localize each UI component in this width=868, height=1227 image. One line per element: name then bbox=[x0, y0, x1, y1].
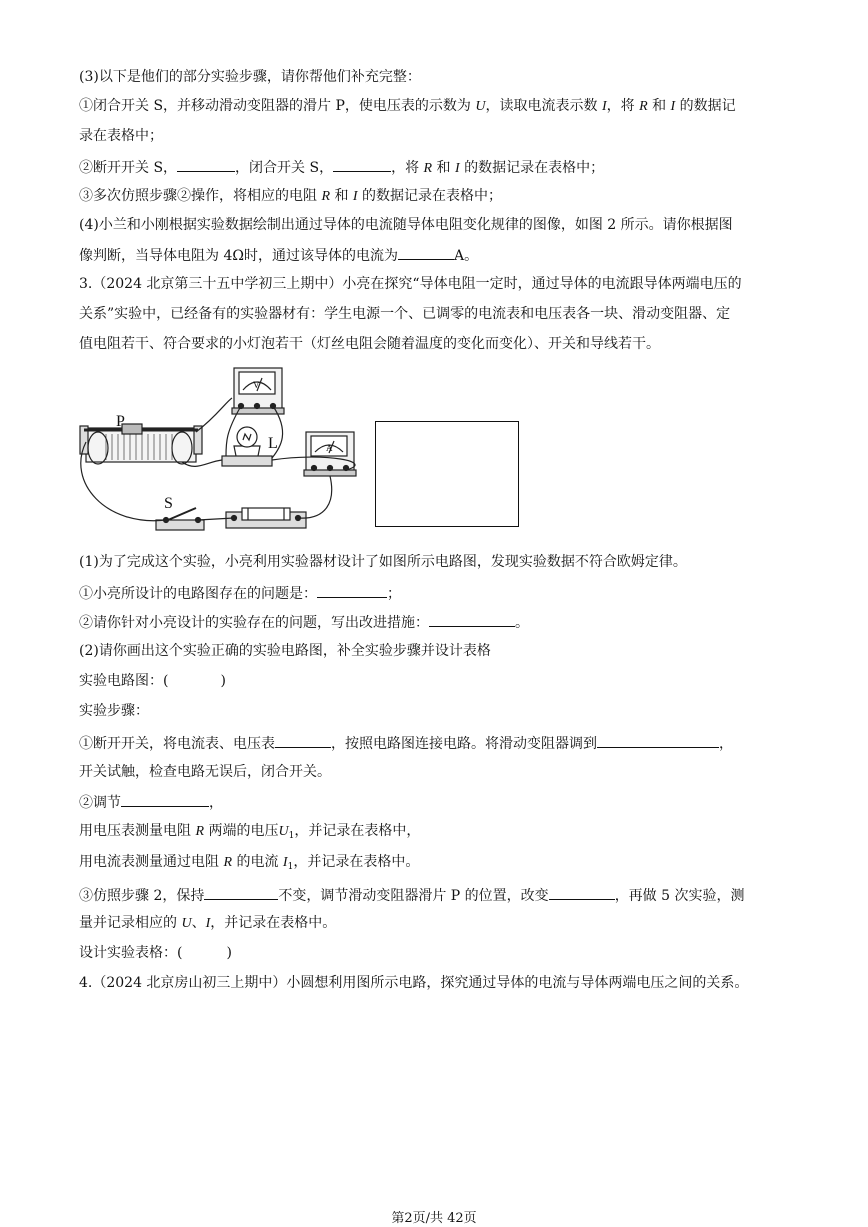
step-2-text: ②断开开关 S， ，闭合开关 S， ，将 R 和 I 的数据记录在表格中； bbox=[79, 156, 818, 176]
circuit-drawing-box[interactable] bbox=[375, 421, 519, 527]
circuit-diagram-prompt: 实验电路图：( ) bbox=[79, 673, 226, 689]
label-ammeter: A bbox=[326, 443, 333, 453]
answer-blank[interactable] bbox=[333, 156, 391, 172]
question-3-stem-cont: 关系”实验中，已经备有的实验器材有：学生电源一个、已调零的电流表和电压表各一块、滑动变阻器、定 bbox=[79, 306, 731, 322]
answer-blank[interactable] bbox=[204, 884, 278, 900]
answer-blank[interactable] bbox=[398, 244, 454, 260]
steps-heading: 实验步骤： bbox=[79, 703, 149, 719]
step-1-text-cont: 录在表格中； bbox=[79, 128, 163, 144]
answer-blank[interactable] bbox=[121, 791, 209, 807]
question-4-stem: 4.（2024 北京房山初三上期中）小圆想利用图所示电路，探究通过导体的电流与导体两端电压之间的关系。 bbox=[79, 975, 749, 991]
step-c-text-cont: 量并记录相应的 U、I，并记录在表格中。 bbox=[79, 915, 337, 931]
answer-blank[interactable] bbox=[177, 156, 235, 172]
question-3-stem: 3.（2024 北京第三十五中学初三上期中）小亮在探究“导体电阻一定时，通过导体的电流跟导体两端电压的 bbox=[79, 276, 742, 292]
answer-blank[interactable] bbox=[597, 732, 719, 748]
page-number-footer: 第2页/共 42页 bbox=[391, 1211, 477, 1226]
step-b-current: 用电流表测量通过电阻 R 的电流 $I_1$，并记录在表格中。 bbox=[79, 854, 420, 872]
question-3-1-text: (1)为了完成这个实验，小亮利用实验器材设计了如图所示电路图，发现实验数据不符合欧姆定律。 bbox=[79, 554, 687, 570]
question-3-3-heading: (3)以下是他们的部分实验步骤，请你帮他们补充完整： bbox=[79, 69, 421, 85]
question-3-2-text: (2)请你画出这个实验正确的实验电路图，补全实验步骤并设计表格 bbox=[79, 643, 491, 659]
answer-blank[interactable] bbox=[275, 732, 331, 748]
step-b-text: ②调节 ， bbox=[79, 791, 818, 811]
answer-blank[interactable] bbox=[317, 582, 387, 598]
label-p: P bbox=[116, 413, 125, 430]
step-c-text: ③仿照步骤 2，保持 不变，调节滑动变阻器滑片 P 的位置，改变 ，再做 5 次实验，测 bbox=[79, 884, 818, 904]
answer-blank[interactable] bbox=[549, 884, 615, 900]
question-3-4-text-cont: 像判断，当导体电阻为 4Ω时，通过该导体的电流为 A。 bbox=[79, 244, 818, 264]
step-a-text: ①断开开关，将电流表、电压表 ，按照电路图连接电路。将滑动变阻器调到 ， bbox=[79, 732, 818, 752]
question-3-1-b: ②请你针对小亮设计的实验存在的问题，写出改进措施： 。 bbox=[79, 611, 818, 631]
question-3-4-text: (4)小兰和小刚根据实验数据绘制出通过导体的电流随导体电阻变化规律的图像，如图 2 所示。请你根据图 bbox=[79, 217, 733, 233]
step-a-text-cont: 开关试触，检查电路无误后，闭合开关。 bbox=[79, 764, 331, 780]
label-voltmeter: V bbox=[253, 380, 260, 390]
question-3-stem-cont: 值电阻若干、符合要求的小灯泡若干（灯丝电阻会随着温度的变化而变化）、开关和导线若干。 bbox=[79, 336, 660, 352]
step-1-text: ①闭合开关 S，并移动滑动变阻器的滑片 P，使电压表的示数为 U，读取电流表示数 I，将 R 和 I 的数据记 bbox=[79, 98, 736, 114]
step-3-text: ③多次仿照步骤②操作，将相应的电阻 R 和 I 的数据记录在表格中； bbox=[79, 188, 503, 204]
label-s: S bbox=[164, 495, 173, 512]
question-3-1-a: ①小亮所设计的电路图存在的问题是： ； bbox=[79, 582, 818, 602]
step-b-voltage: 用电压表测量电阻 R 两端的电压$U_1$，并记录在表格中， bbox=[79, 823, 421, 841]
label-l: L bbox=[268, 435, 278, 452]
table-design-prompt: 设计实验表格：( ) bbox=[79, 945, 232, 961]
answer-blank[interactable] bbox=[429, 611, 515, 627]
